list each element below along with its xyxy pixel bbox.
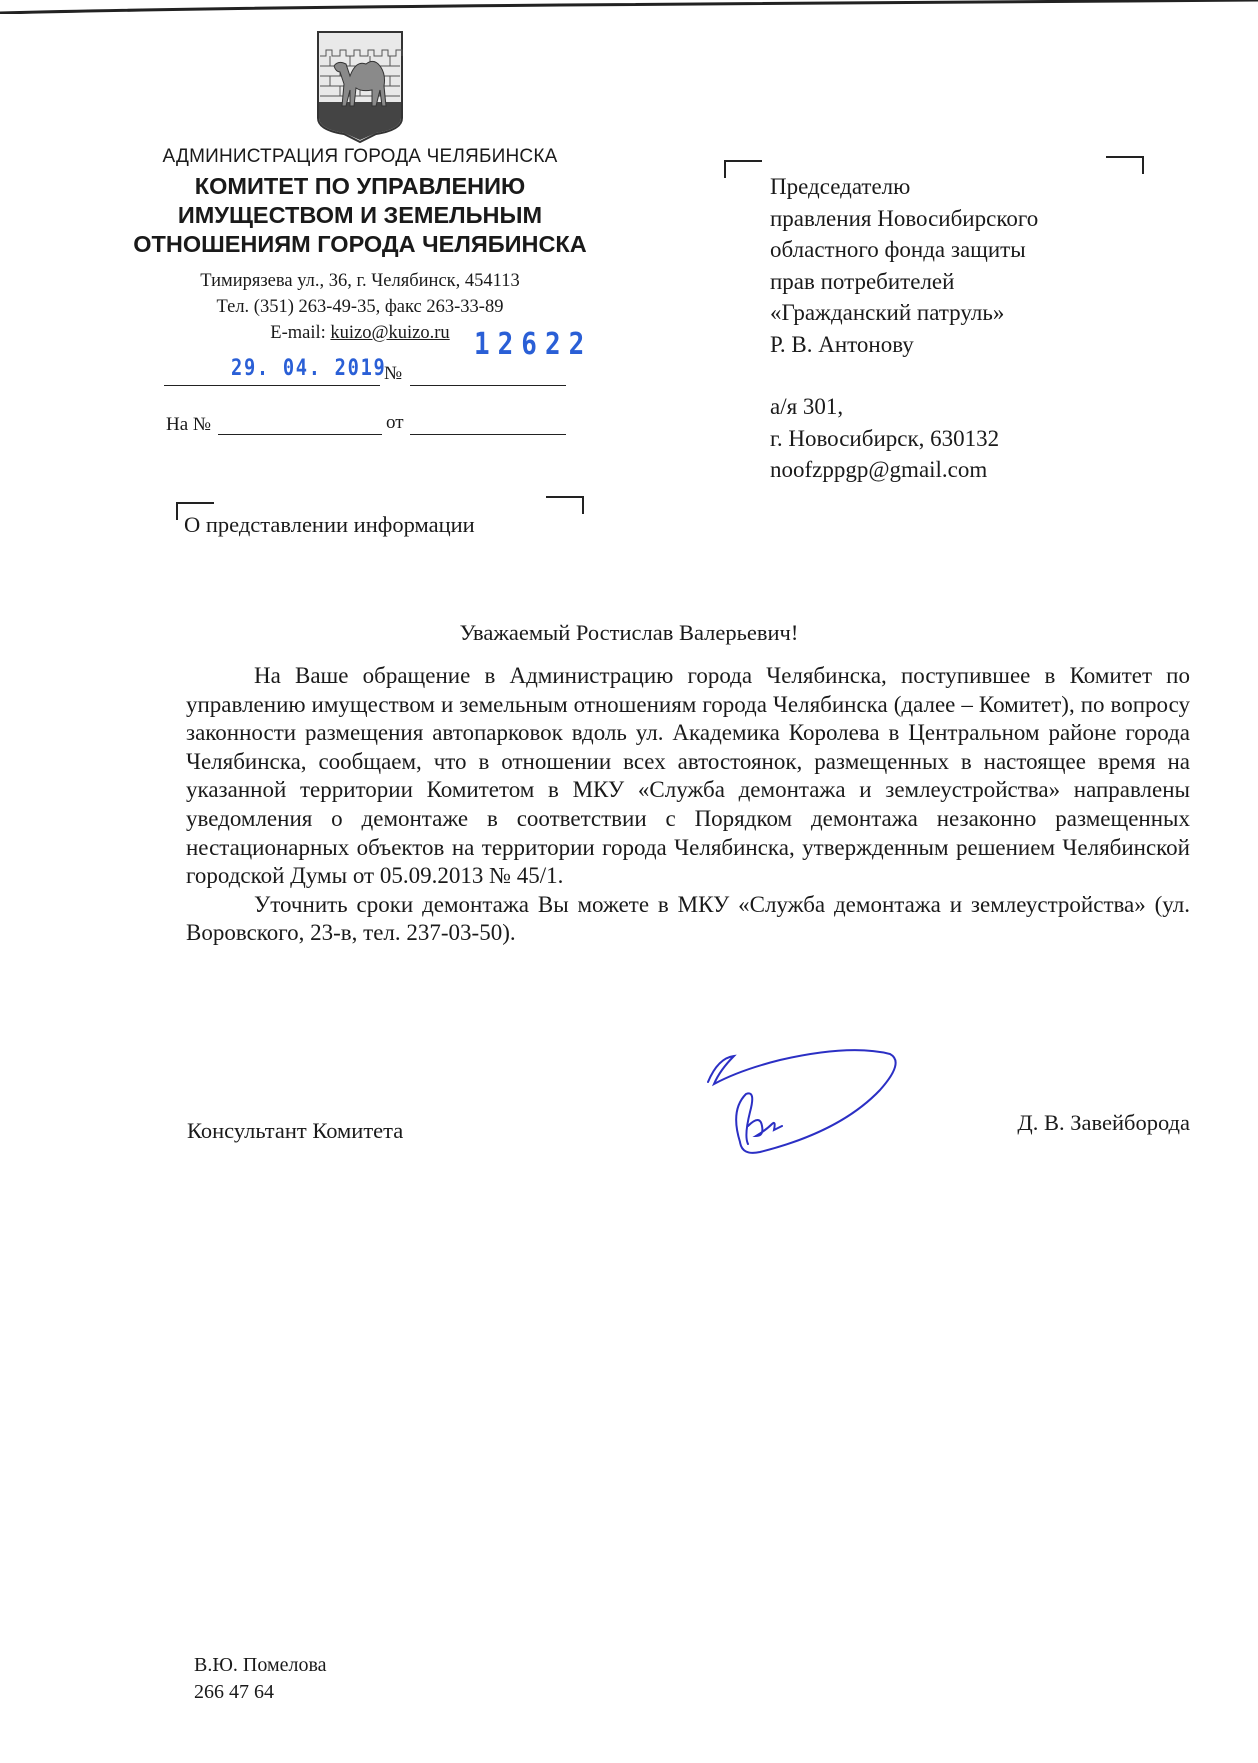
signatory-name: Д. В. Завейборода xyxy=(1017,1110,1190,1135)
body-paragraph: Уточнить сроки демонтажа Вы можете в МКУ «Служба демонтажа и землеустройства» (ул. Воровского, 23-в, тел. 237-03-50). xyxy=(186,891,1190,946)
letter-greeting: Уважаемый Ростислав Валерьевич! xyxy=(459,620,799,645)
executor-name: В.Ю. Помелова xyxy=(194,1654,327,1676)
ref-from-line xyxy=(410,434,566,435)
ref-number-line xyxy=(218,434,382,435)
addressee-address-line: г. Новосибирск, 630132 xyxy=(770,425,1000,451)
committee-phone: Тел. (351) 263-49-35, факс 263-33-89 xyxy=(216,297,504,317)
subject-corner-right xyxy=(546,496,584,514)
registration-date-stamp: 29. 04. 2019 xyxy=(231,356,387,381)
committee-line: КОМИТЕТ ПО УПРАВЛЕНИЮ xyxy=(194,173,526,199)
committee-line: ОТНОШЕНИЯМ ГОРОДА ЧЕЛЯБИНСКА xyxy=(133,231,587,257)
addressee-corner-left xyxy=(724,160,762,178)
ref-number-label: На № xyxy=(166,414,212,435)
committee-email-link[interactable]: kuizo@kuizo.ru xyxy=(330,323,450,343)
addressee-email[interactable]: noofzppgp@gmail.com xyxy=(770,457,988,482)
addressee-line: «Гражданский патруль» xyxy=(770,300,1005,325)
letter-body xyxy=(186,662,1190,948)
committee-name xyxy=(110,172,610,259)
addressee-line: областного фонда защиты xyxy=(770,237,1026,262)
letter-subject: О представлении информации xyxy=(184,512,475,537)
addressee-address-line: а/я 301, xyxy=(770,394,844,419)
administration-name: АДМИНИСТРАЦИЯ ГОРОДА ЧЕЛЯБИНСКА xyxy=(162,146,558,167)
registration-number-stamp: 12622 xyxy=(474,327,593,363)
addressee-line: прав потребителей xyxy=(770,268,955,294)
handwritten-signature-icon xyxy=(700,1040,910,1160)
scan-edge-shadow xyxy=(0,0,1258,14)
date-line xyxy=(164,385,380,386)
addressee-line: Председателю xyxy=(770,174,911,199)
executor-phone: 266 47 64 xyxy=(194,1681,274,1703)
body-paragraph: На Ваше обращение в Администрацию города Челябинска, поступившее в Комитет по управлению имуществом и земельным отношениям города Челябинска (далее – Комитет), по вопросу законности размещения автопарковок вдоль ул. Академика Королева в Центральном районе города Челябинска, сообщаем, что в отношении всех автостоянок, размещенных в настоящее время на указанной территории Комитетом в МКУ «Служба демонтажа и землеустройства» направлены уведомления о демонтаже в соответствии с Порядком демонтажа незаконно размещенных нестационарных объектов на территории города Челябинска, утвержденным решением Челябинской городской Думы от 05.09.2013 № 45/1. xyxy=(186,663,1190,889)
addressee-corner-right xyxy=(1106,156,1144,174)
addressee-line: правления Новосибирского xyxy=(770,205,1039,231)
coat-of-arms-icon xyxy=(316,30,404,144)
executor-info xyxy=(194,1652,327,1706)
number-line xyxy=(410,385,566,386)
committee-address: Тимирязева ул., 36, г. Челябинск, 454113 xyxy=(200,271,520,291)
signatory-position: Консультант Комитета xyxy=(187,1118,404,1143)
committee-line: ИМУЩЕСТВОМ И ЗЕМЕЛЬНЫМ xyxy=(177,202,543,228)
addressee-line: Р. В. Антонову xyxy=(770,331,914,357)
number-label: № xyxy=(384,363,403,384)
addressee-block xyxy=(770,171,1038,486)
email-label: E-mail: xyxy=(270,323,331,343)
ref-from-label: от xyxy=(386,412,404,433)
